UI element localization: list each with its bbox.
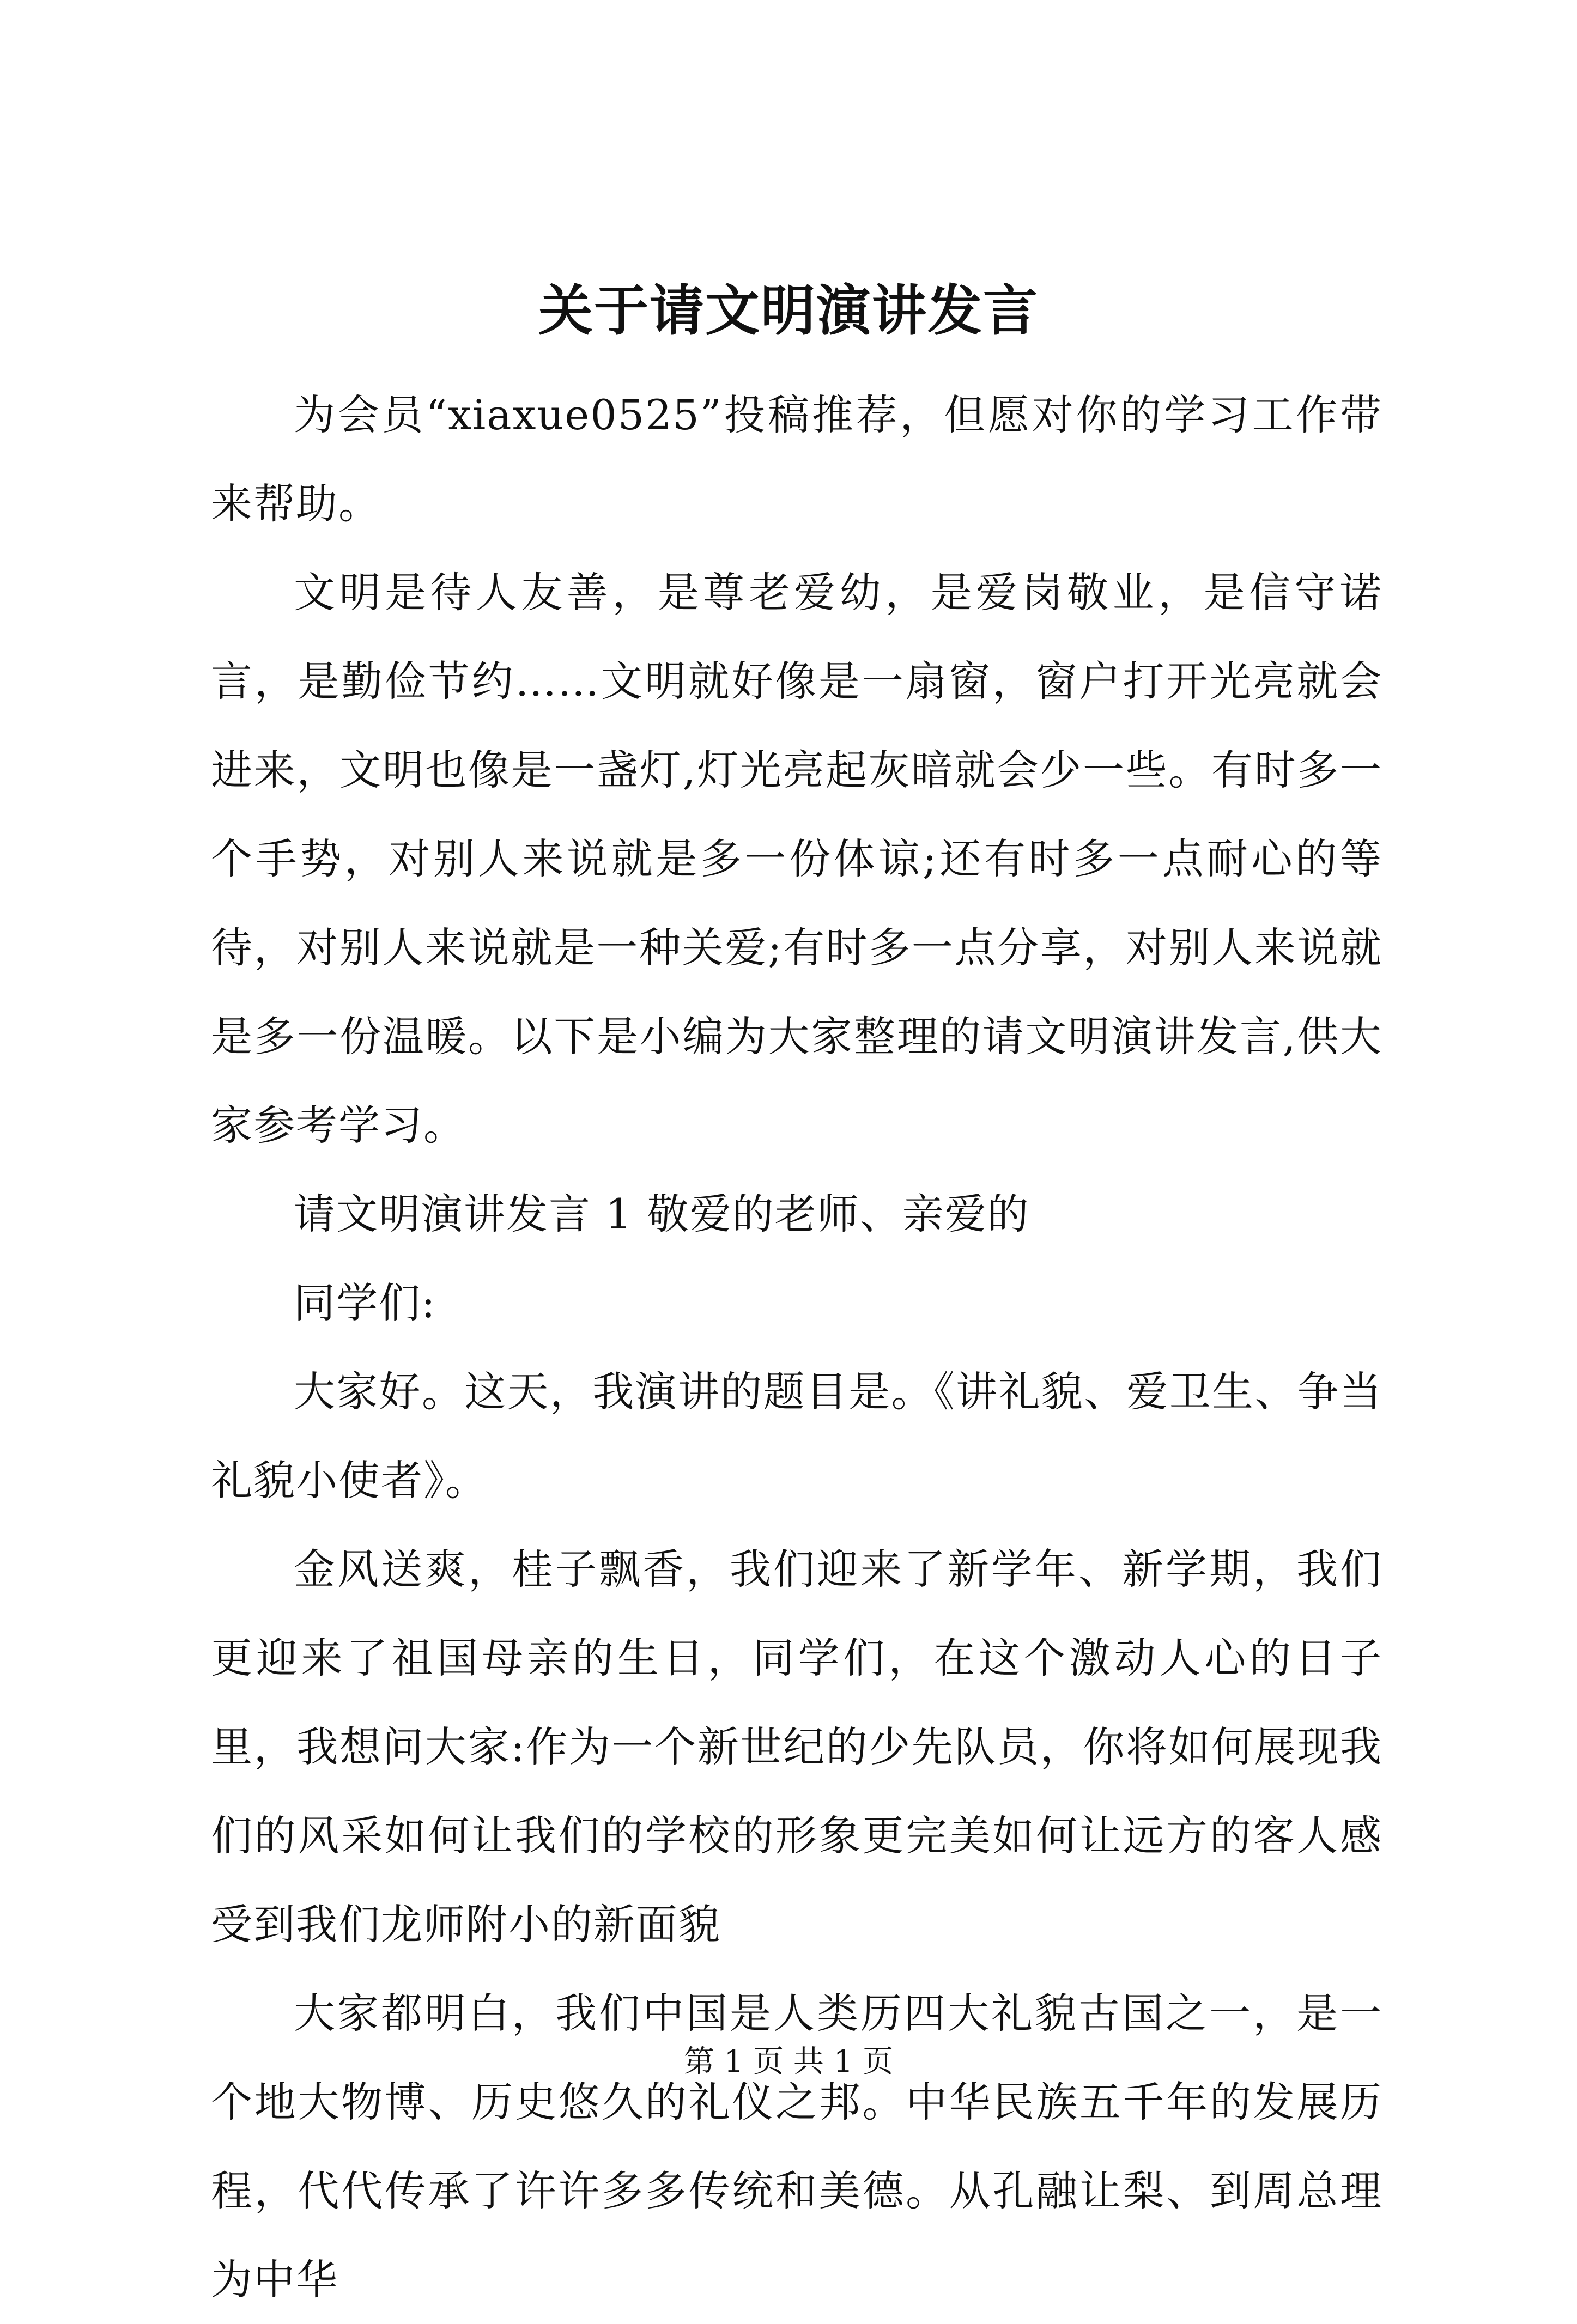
document-body (211, 370, 1382, 2324)
paragraph-civility: 文明是待人友善，是尊老爱幼，是爱岗敬业，是信守诺言，是勤俭节约……文明就好像是一扇窗，窗户打开光亮就会进来，文明也像是一盏灯,灯光亮起灰暗就会少一些。有时多一个手势，对别人来说就是多一份体谅;还有时多一点耐心的等待，对别人来说就是一种关爱;有时多一点分享，对别人来说就是多一份温暖。以下是小编为大家整理的请文明演讲发言,供大家参考学习。 (211, 568, 1382, 1149)
paragraph-history: 大家都明白，我们中国是人类历四大礼貌古国之一，是一个地大物博、历史悠久的礼仪之邦。中华民族五千年的发展历程，代代传承了许许多多传统和美德。从孔融让梨、到周总理为中华 (211, 1989, 1382, 2304)
page-footer: 第 1 页 共 1 页 (683, 2044, 894, 2079)
paragraph-salutation: 同学们: (294, 1279, 436, 1327)
paragraph-season: 金风送爽，桂子飘香，我们迎来了新学年、新学期，我们更迎来了祖国母亲的生日，同学们，在这个激动人心的日子里，我想问大家:作为一个新世纪的少先队员，你将如何展现我们的风采如何让我们的学校的形象更完美如何让远方的客人感受到我们龙师附小的新面貌 (211, 1545, 1382, 1949)
paragraph-greeting: 大家好。这天，我演讲的题目是。《讲礼貌、爱卫生、争当礼貌小使者》。 (211, 1367, 1382, 1505)
paragraph-intro: 为会员“xiaxue0525”投稿推荐，但愿对你的学习工作带来帮助。 (211, 391, 1382, 528)
document-title: 关于请文明演讲发言 (538, 278, 1039, 343)
paragraph-speech-heading: 请文明演讲发言 1 敬爱的老师、亲爱的 (294, 1190, 1030, 1238)
